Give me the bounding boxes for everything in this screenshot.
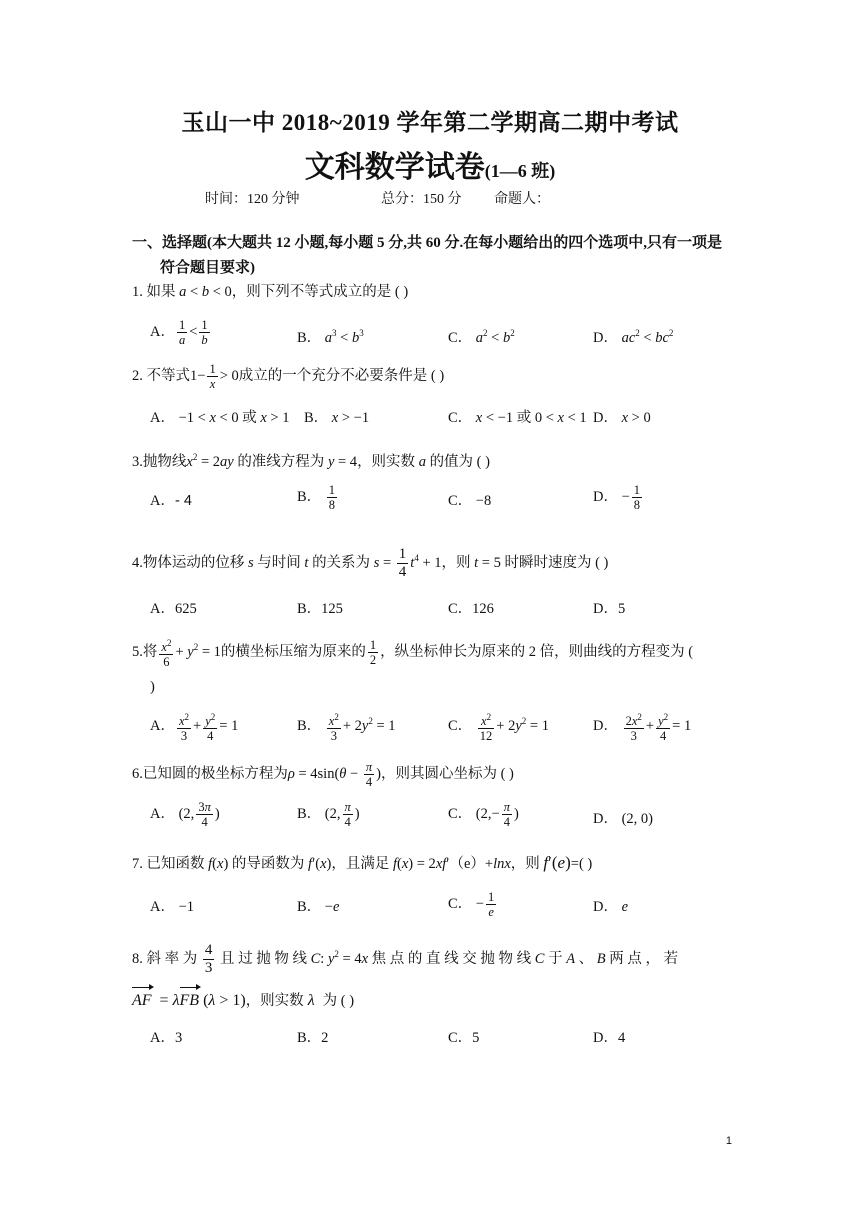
q3-option-a: A．- 4 (150, 493, 192, 509)
q3-option-d: D． − $\frac{1}{8}$ (593, 483, 641, 512)
question-5-tail: ) (150, 679, 155, 695)
question-7: 7. 已知函数 f(x) 的导函数为 f′(x)，且满足 f(x) = 2xf′（e）+lnx，则 f′(e)=( ) (132, 853, 593, 872)
q8-option-a: A．3 (150, 1030, 183, 1046)
q3-option-b: B． $\frac{1}{8}$ (297, 483, 336, 512)
q1-option-d: D． $ac^2 < bc^2$ (593, 328, 674, 346)
q5-option-d: D． $\frac{2x^2}{3}$ + $\frac{y^2}{4}$ = 1 (593, 712, 692, 744)
q4-option-d: D．5 (593, 601, 626, 617)
question-2: 2. 不等式1− $\frac{1}{x}$ > 0成立的一个充分不必要条件是 ( ) (132, 362, 445, 391)
q1-option-a: A． $\frac{1}{a}$ < $\frac{1}{b}$ (150, 318, 208, 347)
q4-option-c: C．126 (448, 601, 494, 617)
question-3: 3.抛物线$x^2 = 2ay$ 的准线方程为 y = 4，则实数 a 的值为 ( ) (132, 452, 490, 470)
question-1: 1. 如果 a < b < 0，则下列不等式成立的是 ( ) (132, 284, 409, 300)
subject-title (0, 142, 860, 186)
question-6: 6.已知圆的极坐标方程为ρ = 4sin(θ − $\frac{\pi}{4}$ )，则其圆心坐标为 ( ) (132, 760, 514, 789)
exam-time: 时间：120 分钟 (205, 192, 300, 207)
q3-option-c: C． −8 (448, 493, 492, 509)
question-8: 8. 斜 率 为 $\frac{4}{3}$ 且 过 抛 物 线 C: $y^2 = 4x$ 焦 点 的 直 线 交 抛 物 线 C 于 A 、 B 两 点 ， 若 (132, 942, 679, 976)
section-heading (132, 231, 742, 281)
page-number: 1 (725, 1135, 732, 1147)
q1-option-c: C． $a^2 < b^2$ (448, 328, 515, 346)
q6-option-c: C． (2,− $\frac{\pi}{4}$ ) (448, 800, 519, 829)
q2-option-a: A． −1 < x < 0 或 x > 1 (150, 410, 290, 426)
section-line-1: 一、选择题(本大题共 12 小题,每小题 5 分,共 60 分.在每小题给出的四个选项中,只有一项是 (132, 235, 722, 251)
question-5: 5.将 $\frac{x^2}{6}$ + $y^2 = 1$的横坐标压缩为原来的 $\frac{1}{2}$ ，纵坐标伸长为原来的 2 倍，则曲线的方程变为 ( (132, 638, 694, 670)
exam-meta (205, 188, 550, 208)
q5-option-a: A． $\frac{x^2}{3}$ + $\frac{y^2}{4}$ = 1 (150, 712, 239, 744)
q8-option-d: D．4 (593, 1030, 626, 1046)
q4-option-b: B．125 (297, 601, 343, 617)
q2-option-d: D． x > 0 (593, 410, 651, 426)
q8-option-c: C．5 (448, 1030, 480, 1046)
q2-option-b: B． x > −1 (304, 410, 370, 426)
question-4: 4.物体运动的位移 s 与时间 t 的关系为 s = $\frac{1}{4}$ $t^4 + 1$，则 t = 5 时瞬时速度为 ( ) (132, 546, 609, 580)
q7-option-d: D． e (593, 899, 629, 915)
q6-option-a: A． (2, $\frac{3\pi}{4}$ ) (150, 800, 220, 829)
q6-option-b: B． (2, $\frac{\pi}{4}$ ) (297, 800, 360, 829)
q6-option-d: D． (2, 0) (593, 811, 654, 827)
q5-option-c: C． $\frac{x^2}{12}$ + $2y^2 = 1$ (448, 712, 549, 744)
question-8-line-2: AF = λFB (λ > 1)，则实数 λ 为 ( ) (132, 990, 737, 1012)
q2-option-c: C． x < −1 或 0 < x < 1 (448, 410, 587, 426)
q7-option-b: B． −e (297, 899, 340, 915)
school-title: 玉山一中 2018~2019 学年第二学期高二期中考试 (181, 110, 679, 135)
section-line-2: 符合题目要求) (160, 260, 255, 276)
q4-option-a: A．625 (150, 601, 197, 617)
q7-option-c: C． − $\frac{1}{e}$ (448, 890, 495, 919)
exam-score: 总分：150 分 (381, 192, 462, 207)
subject-scope: (1—6 班) (484, 161, 556, 181)
q8-option-b: B．2 (297, 1030, 329, 1046)
exam-author: 命题人： (494, 192, 550, 207)
subject-title-main: 文科数学试卷 (304, 151, 485, 184)
q5-option-b: B． $\frac{x^2}{3}$ + $2y^2 = 1$ (297, 712, 396, 744)
q1-option-b: B． $a^3 < b^3$ (297, 328, 364, 346)
q7-option-a: A． −1 (150, 899, 195, 915)
